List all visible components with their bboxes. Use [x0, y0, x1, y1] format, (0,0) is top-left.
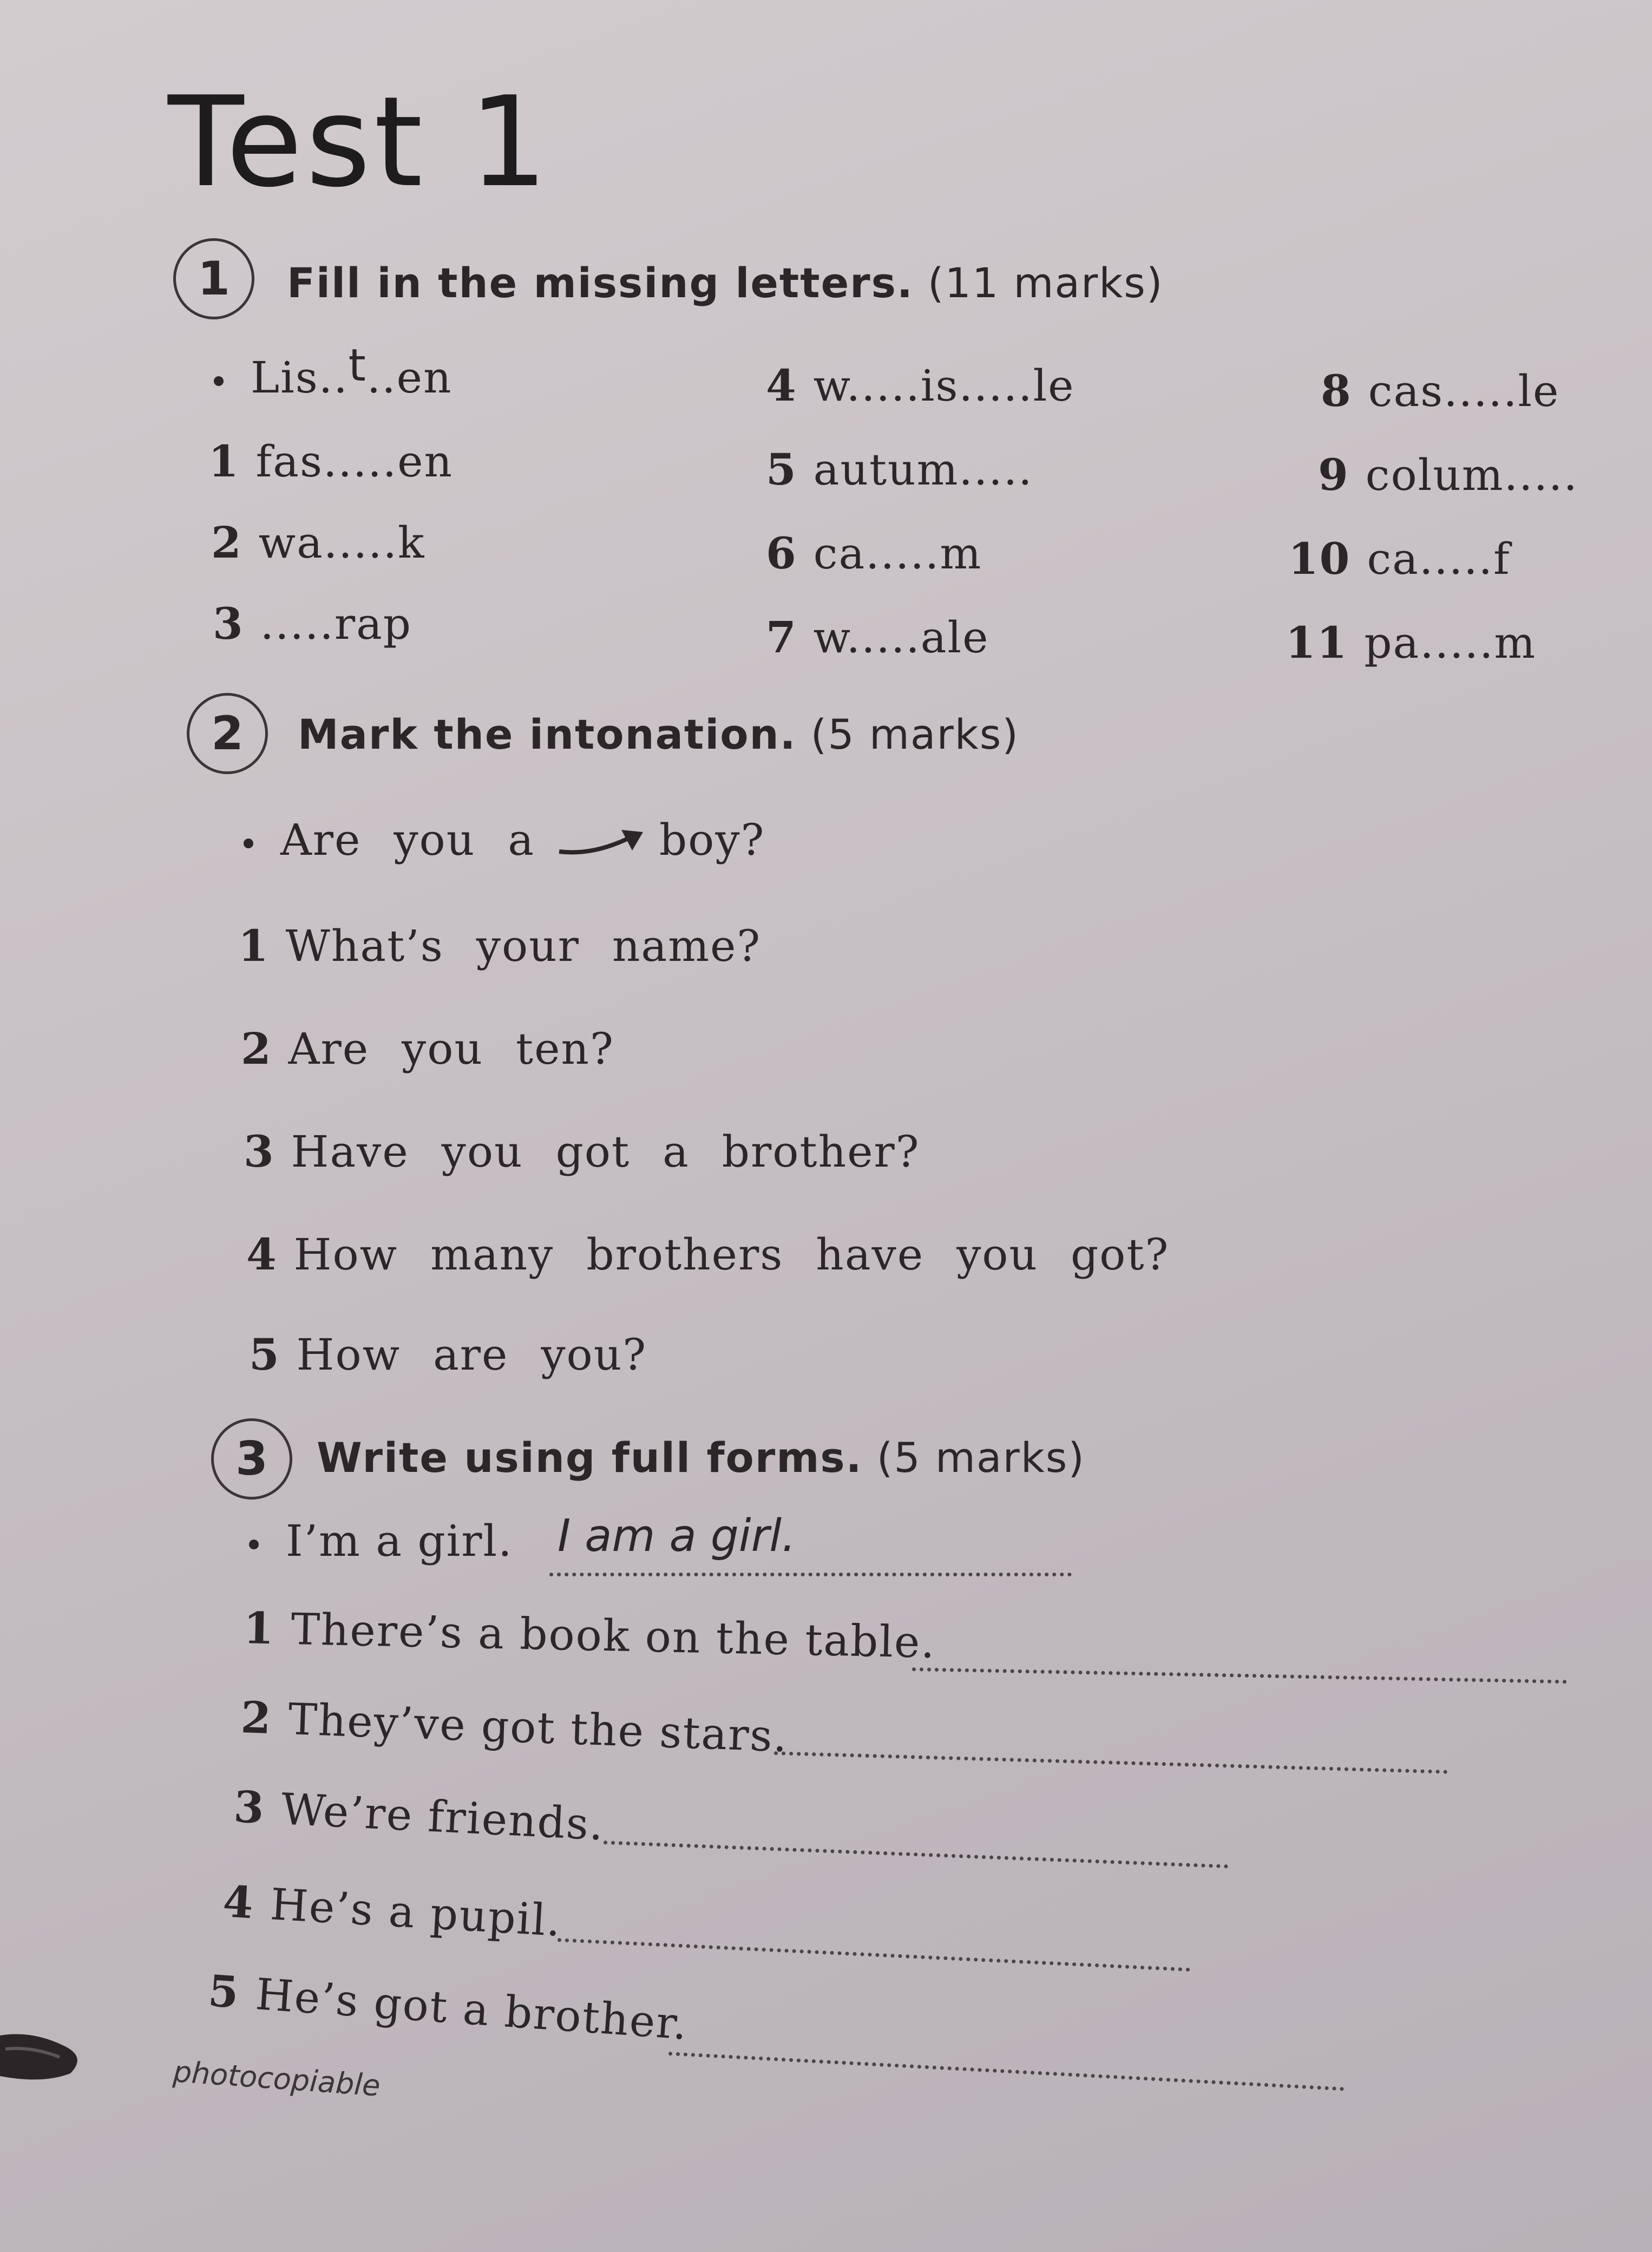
rising-intonation-arrow-icon [556, 824, 648, 862]
section-1-number-badge: 1 [173, 238, 254, 319]
section-3-item: 3 We’re friends. [232, 1781, 606, 1850]
section-2-item: 1 What’s your name? [238, 920, 762, 971]
section-3-item: 5 He’s got a brother. [206, 1965, 690, 2050]
section-2-item: 2 Are you ten? [241, 1023, 614, 1074]
section-1-item: 7 w.....ale [766, 612, 989, 663]
section-3-example: I’m a girl. [249, 1516, 513, 1566]
example-suffix: ..en [366, 352, 453, 403]
footer-note: photocopiable [172, 2054, 382, 2103]
answer-line[interactable] [912, 1667, 1567, 1684]
section-3-marks: (5 marks) [876, 1433, 1085, 1482]
bullet-icon [214, 376, 224, 386]
section-3-instruction: Write using full forms. [317, 1433, 863, 1482]
page-title: Test 1 [168, 70, 552, 215]
section-1-item: 8 cas.....le [1321, 365, 1560, 416]
section-2-example: Are you a boy? [244, 815, 765, 865]
binder-clip-icon [0, 2025, 87, 2090]
section-1-marks: (11 marks) [927, 259, 1164, 307]
section-1-item: 3 .....rap [213, 598, 412, 649]
section-3-item: 1 There’s a book on the table. [243, 1602, 936, 1668]
section-1-instruction: Fill in the missing letters. [287, 259, 914, 307]
section-1-item: 10 ca.....f [1288, 533, 1511, 584]
section-1-heading [287, 259, 1164, 307]
bullet-icon [244, 839, 253, 848]
section-1-example [214, 340, 453, 403]
section-2-instruction: Mark the intonation. [298, 710, 797, 758]
answer-line[interactable] [549, 1573, 1072, 1576]
section-2-item: 4 How many brothers have you got? [246, 1229, 1170, 1280]
section-1-item: 9 colum..... [1318, 449, 1578, 500]
answer-line[interactable] [604, 1841, 1228, 1868]
answer-line[interactable] [774, 1751, 1448, 1774]
section-2-item: 3 Have you got a brother? [244, 1126, 920, 1177]
section-1-item: 6 ca.....m [766, 528, 982, 579]
section-2-number-badge: 2 [187, 693, 268, 774]
example-prefix: Lis.. [251, 352, 349, 403]
answer-line[interactable] [558, 1938, 1190, 1972]
section-1-item: 2 wa.....k [211, 517, 425, 568]
handwritten-answer: I am a girl. [558, 1510, 796, 1562]
section-1-item: 5 autum..... [766, 444, 1033, 495]
section-1-item: 4 w.....is.....le [766, 360, 1075, 411]
section-2-marks: (5 marks) [810, 710, 1019, 758]
bullet-icon [249, 1540, 259, 1549]
section-2-heading [298, 710, 1019, 758]
answer-line[interactable] [668, 2052, 1345, 2091]
section-3-number-badge: 3 [211, 1418, 292, 1500]
section-1-item: 11 pa.....m [1286, 617, 1537, 668]
section-3-item: 2 They’ve got the stars. [240, 1692, 789, 1762]
handwritten-letter: t [348, 340, 367, 391]
section-2-item: 5 How are you? [249, 1329, 647, 1380]
section-3-item: 4 He’s a pupil. [221, 1876, 563, 1946]
section-1-item: 1 fas.....en [208, 436, 454, 487]
section-3-heading [317, 1433, 1085, 1482]
